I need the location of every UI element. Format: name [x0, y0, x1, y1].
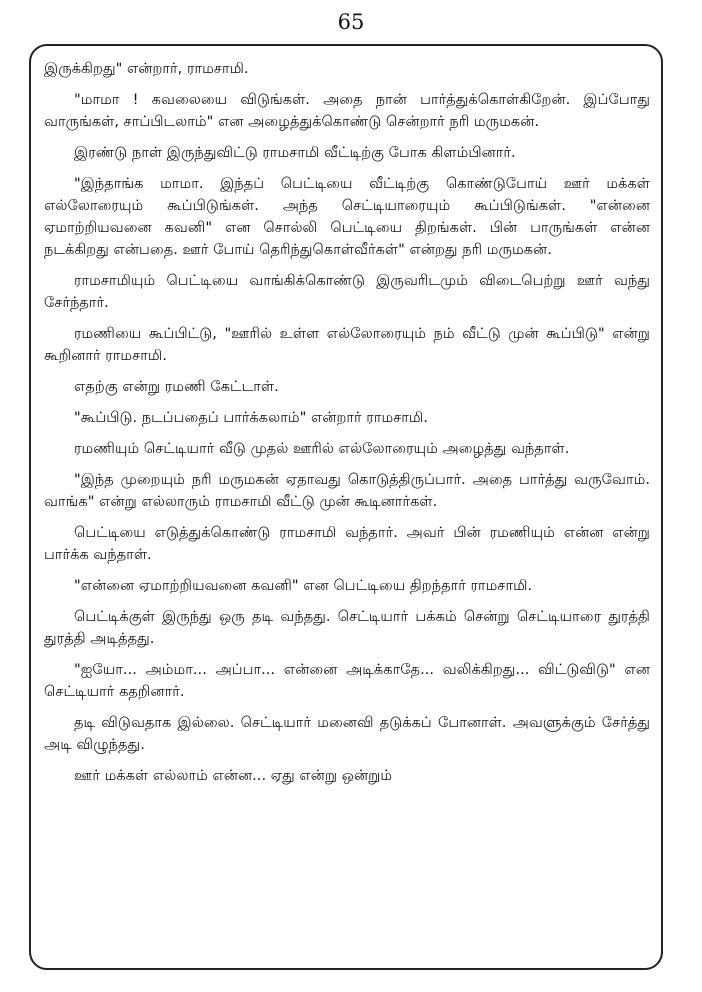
paragraph: ரமணியும் செட்டியார் வீடு முதல் ஊரில் எல்லோரையும் அழைத்து வந்தாள். — [74, 440, 570, 457]
paragraph: இருக்கிறது" என்றார், ராமசாமி. — [44, 60, 249, 77]
paragraph: இரண்டு நாள் இருந்துவிட்டு ராமசாமி வீட்டிற்கு போக கிளம்பினார். — [74, 144, 516, 161]
paragraph: ரமணியை கூப்பிட்டு, "ஊரில் உள்ள எல்லோரையும் நம் வீட்டு முன் கூப்பிடு" என்று கூறினார் ராமசாமி. — [44, 325, 650, 364]
paragraph: "இந்த முறையும் நரி மருமகன் ஏதாவது கொடுத்திருப்பார். அதை பார்த்து வருவோம். வாங்க" என்று எல்லாரும் ராமசாமி வீட்டு முன் கூடினார்கள். — [44, 471, 650, 510]
paragraph: எதற்கு என்று ரமணி கேட்டாள். — [74, 378, 279, 395]
paragraph: ஊர் மக்கள் எல்லாம் என்ன... ஏது என்று ஒன்றும் — [74, 767, 393, 784]
paragraph: "என்னை ஏமாற்றியவனை கவனி" என பெட்டியை திறந்தார் ராமசாமி. — [74, 577, 533, 594]
paragraph: ராமசாமியும் பெட்டியை வாங்கிக்கொண்டு இருவரிடமும் விடைபெற்று ஊர் வந்து சேர்ந்தார். — [44, 272, 650, 311]
paragraph: "இந்தாங்க மாமா. இந்தப் பெட்டியை வீட்டிற்கு கொண்டுபோய் ஊர் மக்கள் எல்லோரையும் கூப்பிடுங்கள். அந்த செட்டியாரையும் கூப்பிடுங்கள். "என்னை ஏமாற்றியவனை கவனி" என சொல்லி பெட்டியை திறங்கள். பின் பாருங்கள் என்ன நடக்கிறது என்பதை. ஊர் போய் தெரிந்துகொள்வீர்கள்" என்றது நரி மருமகன். — [44, 175, 650, 258]
paragraph: "கூப்பிடு. நடப்பதைப் பார்க்கலாம்" என்றார் ராமசாமி. — [74, 409, 428, 426]
paragraph: தடி விடுவதாக இல்லை. செட்டியார் மனைவி தடுக்கப் போனாள். அவளுக்கும் சேர்த்து அடி விழுந்தது. — [44, 714, 650, 753]
page-number: 65 — [337, 10, 365, 34]
story-text — [44, 58, 650, 796]
paragraph: "மாமா ! கவலையை விடுங்கள். அதை நான் பார்த்துக்கொள்கிறேன். இப்போது வாருங்கள், சாப்பிடலாம்" என அழைத்துக்கொண்டு சென்றார் நரி மருமகன். — [44, 91, 650, 130]
paragraph: பெட்டியை எடுத்துக்கொண்டு ராமசாமி வந்தார். அவர் பின் ரமணியும் என்ன என்று பார்க்க வந்தாள். — [44, 524, 650, 563]
paragraph: "ஐயோ... அம்மா... அப்பா... என்னை அடிக்காதே... வலிக்கிறது... விட்டுவிடு" என செட்டியார் கதறினார். — [44, 661, 650, 700]
paragraph: பெட்டிக்குள் இருந்து ஒரு தடி வந்தது. செட்டியார் பக்கம் சென்று செட்டியாரை துரத்தி துரத்தி அடித்தது. — [44, 608, 650, 647]
